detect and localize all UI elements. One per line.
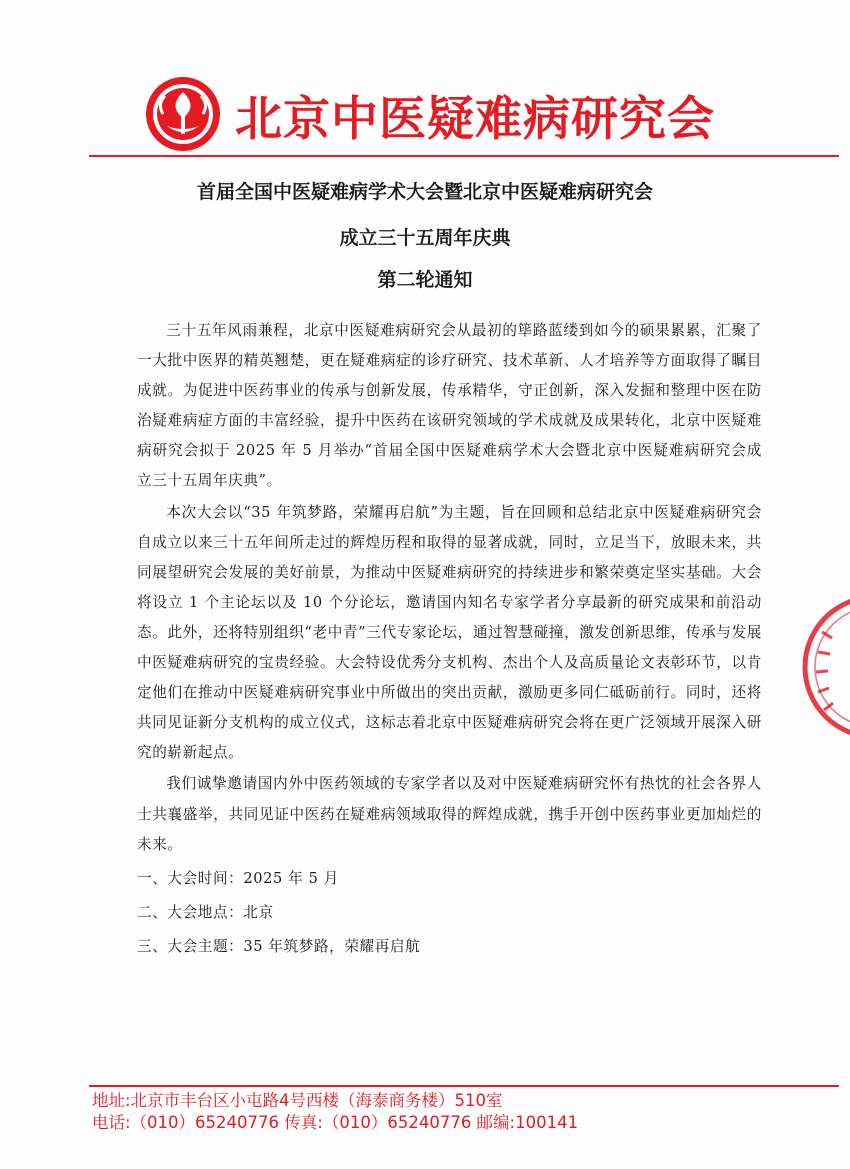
detail-item [137,896,762,930]
footer-address: 地址:北京市丰台区小屯路4号西楼（海泰商务楼）510室 [92,1091,503,1110]
footer-divider [89,1085,839,1087]
footer-contact: 电话:（010）65240776 传真:（010）65240776 邮编:100141 [92,1113,579,1132]
detail-label: 一、大会时间： [137,869,244,887]
conference-details [137,862,762,964]
notice-title-continued: 成立三十五周年庆典 [339,227,511,249]
body-paragraph: 三十五年风雨兼程，北京中医疑难病研究会从最初的筚路蓝缕到如今的硕果累累，汇聚了一大批中医界的精英翘楚，更在疑难病症的诊疗研究、技术革新、人才培养等方面取得了瞩目成就。为促进中医药事业的传承与创新发展，传承精华，守正创新，深入发掘和整理中医在防治疑难病症方面的丰富经验，提升中医药在该研究领域的学术成就及成果转化，北京中医疑难病研究会拟于 2025 年 5 月举办“首届全国中医疑难病学术大会暨北京中医疑难病研究会成立三十五周年庆典”。 [137,322,762,490]
detail-item [137,862,762,896]
notice-title: 首届全国中医疑难病学术大会暨北京中医疑难病研究会 [196,181,653,203]
detail-value: 2025 年 5 月 [243,869,339,887]
detail-label: 二、大会地点： [137,903,244,921]
detail-value: 北京 [243,903,274,921]
letterhead [143,74,743,150]
body-paragraph: 本次大会以“35 年筑梦路，荣耀再启航”为主题，旨在回顾和总结北京中医疑难病研究会自成立以来三十五年间所走过的辉煌历程和取得的显著成就，同时，立足当下，放眼未来，共同展望研究会发展的美好前景，为推动中医疑难病研究的持续进步和繁荣奠定坚实基础。大会将设立 1 个主论坛以及 10 个分论坛，邀请国内知名专家学者分享最新的研究成果和前沿动态。此外，还将特别组织“老中青”三代专家论坛，通过智慧碰撞，激发创新思维，传承与发展中医疑难病研究的宝贵经验。大会特设优秀分支机构、杰出个人及高质量论文表彰环节，以肯定他们在推动中医疑难病研究事业中所做出的突出贡献，激励更多同仁砥砺前行。同时，还将共同见证新分支机构的成立仪式，这标志着北京中医疑难病研究会将在更广泛领域开展深入研究的崭新起点。 [137,503,762,762]
red-seal-stamp-icon [800,592,850,742]
detail-item [137,930,762,964]
letterhead-divider [89,155,839,157]
notice-body [137,316,762,964]
organization-name: 北京中医疑难病研究会 [235,92,715,147]
notice-subtitle: 第二轮通知 [377,269,473,291]
detail-value: 35 年筑梦路，荣耀再启航 [243,937,421,955]
letter-footer [92,1090,578,1134]
body-paragraph: 我们诚挚邀请国内外中医药领域的专家学者以及对中医疑难病研究怀有热忱的社会各界人士共襄盛举，共同见证中医药在疑难病领域取得的辉煌成就，携手开创中医药事业更加灿烂的未来。 [137,775,762,853]
org-emblem-icon [143,74,223,154]
detail-label: 三、大会主题： [137,937,244,955]
